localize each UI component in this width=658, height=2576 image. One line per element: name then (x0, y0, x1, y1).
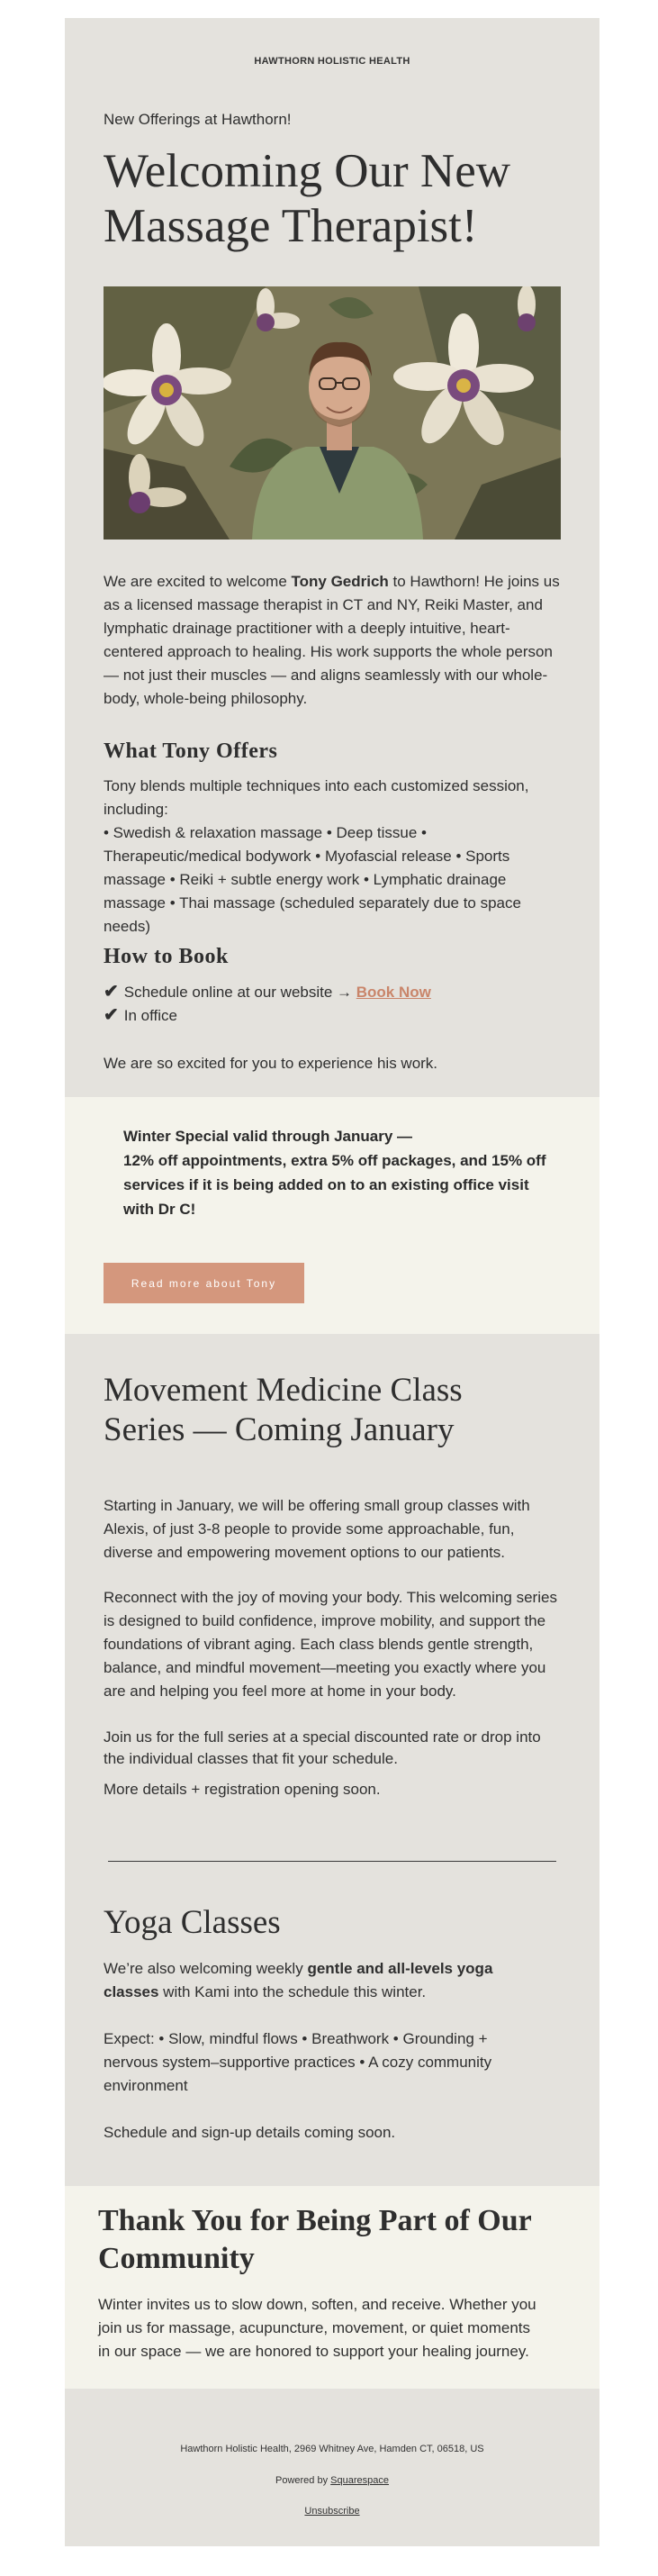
offers-heading: What Tony Offers (104, 739, 278, 763)
movement-heading: Movement Medicine Class Series — Coming January (104, 1372, 463, 1448)
offers-list (104, 775, 561, 939)
email-container (65, 18, 599, 2546)
winter-special (123, 1124, 546, 1221)
intro-text-start: We are excited to welcome (104, 573, 292, 590)
yoga-paragraph-3: Schedule and sign-up details coming soon. (104, 2124, 396, 2141)
yoga-paragraph-1 (104, 1957, 527, 2004)
thanks-section (65, 2186, 599, 2389)
intro-text-end: to Hawthorn! He joins us as a licensed massage therapist in CT and NY, Reiki Master, and lymphatic drainage practitioner with a deeply intuitive, heart-centered approach to healing. His work supports the whole person — not just their muscles — and aligns seamlessly with our whole-body, whole-being philosophy. (104, 573, 560, 707)
book-office-text: In office (123, 1007, 177, 1024)
special-details: 12% off appointments, extra 5% off packages, and 15% off services if it is being added on to an existing office visit with Dr C! (123, 1152, 546, 1218)
book-office-row (104, 1003, 177, 1028)
intro-section (65, 18, 599, 1097)
yoga-text-end: with Kami into the schedule this winter. (158, 1983, 427, 2000)
footer (65, 2389, 599, 2546)
offers-intro: Tony blends multiple techniques into each customized session, including: (104, 777, 529, 818)
intro-paragraph (104, 570, 561, 711)
hero-photo (104, 286, 561, 540)
book-heading: How to Book (104, 945, 229, 968)
yoga-text-start: We’re also welcoming weekly (104, 1960, 308, 1977)
movement-paragraph-4: More details + registration opening soon. (104, 1781, 381, 1798)
section-divider (108, 1861, 556, 1862)
yoga-paragraph-2: Expect: • Slow, mindful flows • Breathwork • Grounding + nervous system–supportive practices • A cozy community environment (104, 2030, 492, 2094)
therapist-name: Tony Gedrich (291, 573, 389, 590)
unsubscribe-link[interactable]: Unsubscribe (304, 2506, 360, 2517)
brand-name: HAWTHORN HOLISTIC HEALTH (254, 56, 410, 67)
footer-powered (65, 2475, 599, 2486)
eyebrow-text: New Offerings at Hawthorn! (104, 111, 292, 128)
page-title: Welcoming Our New Massage Therapist! (104, 145, 511, 252)
squarespace-link[interactable]: Squarespace (330, 2475, 389, 2486)
read-more-button[interactable]: Read more about Tony (104, 1263, 304, 1303)
check-icon: ✔ (104, 982, 119, 1002)
footer-address: Hawthorn Holistic Health, 2969 Whitney Ave, Hamden CT, 06518, US (180, 2444, 484, 2454)
special-section (65, 1097, 599, 1334)
check-icon: ✔ (104, 1005, 119, 1025)
book-online-row (104, 980, 431, 1004)
footer-unsubscribe (65, 2506, 599, 2517)
yoga-text-bold: gentle and all-levels yoga classes (104, 1960, 493, 2000)
thanks-paragraph: Winter invites us to slow down, soften, and receive. Whether you join us for massage, acupuncture, movement, or quiet moments in our space — we are honored to support your healing journey. (98, 2296, 536, 2360)
movement-paragraph-3: Join us for the full series at a special discounted rate or drop into the individual classes that fit your schedule. (104, 1728, 541, 1767)
book-now-link[interactable]: Book Now (356, 984, 431, 1001)
book-online-text: Schedule online at our website → (123, 984, 353, 1001)
yoga-heading: Yoga Classes (104, 1904, 281, 1941)
movement-section (65, 1334, 599, 2186)
movement-paragraph-1: Starting in January, we will be offering small group classes with Alexis, of just 3-8 people to provide some approachable, fun, diverse and empowering movement options to our patients. (104, 1497, 530, 1561)
offers-techniques: • Swedish & relaxation massage • Deep tissue • Therapeutic/medical bodywork • Myofascial release • Sports massage • Reiki + subtle energy work • Lymphatic drainage massage • Thai massage (scheduled separately due to space needs) (104, 824, 521, 935)
closing-text: We are so excited for you to experience his work. (104, 1055, 438, 1072)
thanks-heading: Thank You for Being Part of Our Community (98, 2204, 532, 2275)
hero-illustration (104, 286, 561, 540)
special-headline: Winter Special valid through January — (123, 1128, 413, 1145)
powered-prefix: Powered by (275, 2475, 331, 2486)
movement-paragraph-2: Reconnect with the joy of moving your body. This welcoming series is designed to build confidence, improve mobility, and support the foundations of vibrant aging. Each class blends gentle strength, balance, and mindful movement—meeting you exactly where you are and helping you feel more at home in your body. (104, 1589, 557, 1700)
